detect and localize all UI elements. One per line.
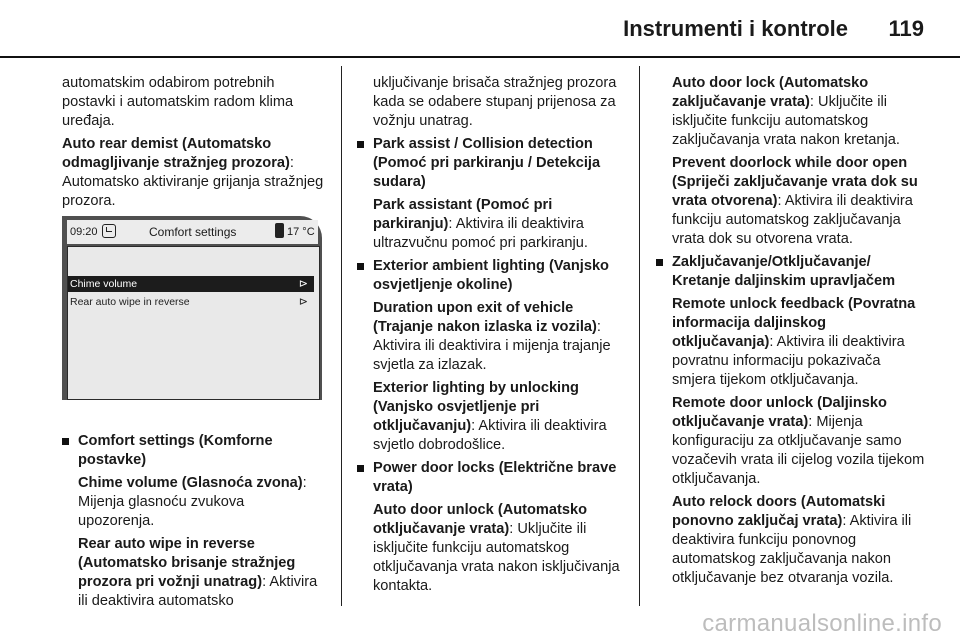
description: : Aktivira ili deaktivira automatsko [78, 574, 318, 609]
menu-item-chime-volume[interactable] [68, 276, 314, 292]
description: : Aktivira ili deaktivira svjetlo dobrodošlice. [373, 418, 607, 453]
term: Auto door unlock (Automatsko otključavanje vrata) [373, 502, 588, 537]
paragraph [656, 154, 928, 249]
menu-item-label: Chime volume [70, 278, 138, 290]
paragraph: automatskim odabirom potrebnih postavki i automatskim radom klima uređaja. [62, 75, 294, 129]
description: : Mijenja konfiguraciju za otključavanje samo vozačevih vrata ili cijelog vozila tijekom otključavanja. [672, 414, 925, 487]
description: : Mijenja glasnoću zvukova upozorenja. [78, 475, 307, 529]
column-1 [62, 74, 324, 215]
chevron-right-icon: ⊳ [298, 278, 308, 290]
paragraph [357, 379, 627, 455]
watermark: carmanualsonline.info [702, 610, 942, 637]
term: Auto rear demist (Automatsko odmagljivanje stražnjeg prozora) [62, 136, 290, 171]
screen-figure [62, 216, 322, 400]
description: : Uključite ili isključite funkciju automatskog zaključavanja vrata nakon kretanja. [672, 94, 900, 148]
term: Remote door unlock (Daljinsko otključavanje vrata) [672, 395, 887, 430]
term: Remote unlock feedback (Povratna informacija daljinskog otključavanja) [672, 296, 916, 350]
column-divider [341, 66, 342, 606]
paragraph [62, 135, 324, 211]
bullet-heading [357, 257, 627, 295]
paragraph [656, 394, 928, 489]
description: : Aktivira ili deaktivira i mijenja trajanje svjetla za izlazak. [373, 319, 611, 373]
bullet-heading [357, 135, 627, 192]
clock-icon [102, 224, 116, 238]
page-number: 119 [888, 16, 924, 41]
term: Park assistant (Pomoć pri parkiranju) [373, 197, 553, 232]
paragraph [62, 474, 324, 531]
description: : Uključite ili isključite funkciju automatskog otključavanja vrata nakon isključivanja kontakta. [373, 521, 620, 594]
description: : Aktivira ili deaktivira funkciju ponovnog automatskog zaključavanja nakon otključavanje bez otvaranja vozila. [672, 513, 912, 586]
paragraph [656, 493, 928, 588]
bullet-heading-text: Zaključavanje/Otključavanje/ Kretanje daljinskim upravljačem [672, 254, 896, 289]
outside-temperature: 17 °C [287, 226, 315, 238]
menu-item-rear-auto-wipe[interactable] [68, 294, 314, 310]
description: : Aktivira ili deaktivira ultrazvučnu pomoć pri parkiranju. [373, 216, 588, 251]
display-area [67, 246, 320, 400]
bullet-heading-text: Power door locks (Električne brave vrata) [373, 460, 617, 495]
paragraph [656, 74, 928, 150]
paragraph [656, 295, 928, 390]
column-2 [357, 74, 627, 600]
header-rule [0, 56, 960, 58]
term: Chime volume (Glasnoća zvona) [78, 475, 303, 491]
paragraph [357, 299, 627, 375]
bullet-heading [357, 459, 627, 497]
term: Auto door lock (Automatsko zaključavanje vrata) [672, 75, 869, 110]
description: : Aktivira ili deaktivira funkciju automatskog zaključavanja vrata dok su otvorena vrata. [672, 193, 913, 247]
description: : Aktivira ili deaktivira povratnu informaciju pokazivača smjera tijekom otključavanja. [672, 334, 905, 388]
screen-title: Comfort settings [149, 225, 237, 239]
term: Prevent doorlock while door open (Spriječi zaključavanje vrata dok su vrata otvorena) [672, 155, 918, 209]
bullet-heading-text: Comfort settings (Komforne postavke) [78, 433, 273, 468]
page-header [0, 0, 960, 58]
clock-time: 09:20 [70, 226, 98, 238]
bullet-heading-text: Park assist / Collision detection (Pomoć pri parkiranju / Detekcija sudara) [373, 136, 601, 190]
column-divider [639, 66, 640, 606]
paragraph [62, 535, 324, 611]
term: Exterior lighting by unlocking (Vanjsko osvjetljenje pri otključavanju) [373, 380, 579, 434]
chevron-right-icon: ⊳ [298, 296, 308, 308]
chapter-title: Instrumenti i kontrole [623, 16, 848, 41]
description: : Automatsko aktiviranje grijanja stražnjeg prozora. [62, 155, 324, 209]
bullet-heading [62, 432, 324, 470]
column-3 [656, 74, 928, 592]
column-1-lower [62, 432, 324, 615]
paragraph [357, 501, 627, 596]
status-bar [67, 220, 318, 244]
paragraph: uključivanje brisača stražnjeg prozora kada se odabere stupanj prijenosa za vožnju unatrag. [373, 75, 617, 129]
term: Rear auto wipe in reverse (Automatsko brisanje stražnjeg prozora pri vožnji unatrag) [78, 536, 296, 590]
bullet-heading-text: Exterior ambient lighting (Vanjsko osvjetljenje okoline) [373, 258, 609, 293]
paragraph [357, 196, 627, 253]
term: Auto relock doors (Automatski ponovno zaključaj vrata) [672, 494, 886, 529]
term: Duration upon exit of vehicle (Trajanje nakon izlaska iz vozila) [373, 300, 597, 335]
bullet-heading [656, 253, 928, 291]
thermometer-icon [275, 223, 284, 238]
menu-item-label: Rear auto wipe in reverse [70, 296, 190, 308]
